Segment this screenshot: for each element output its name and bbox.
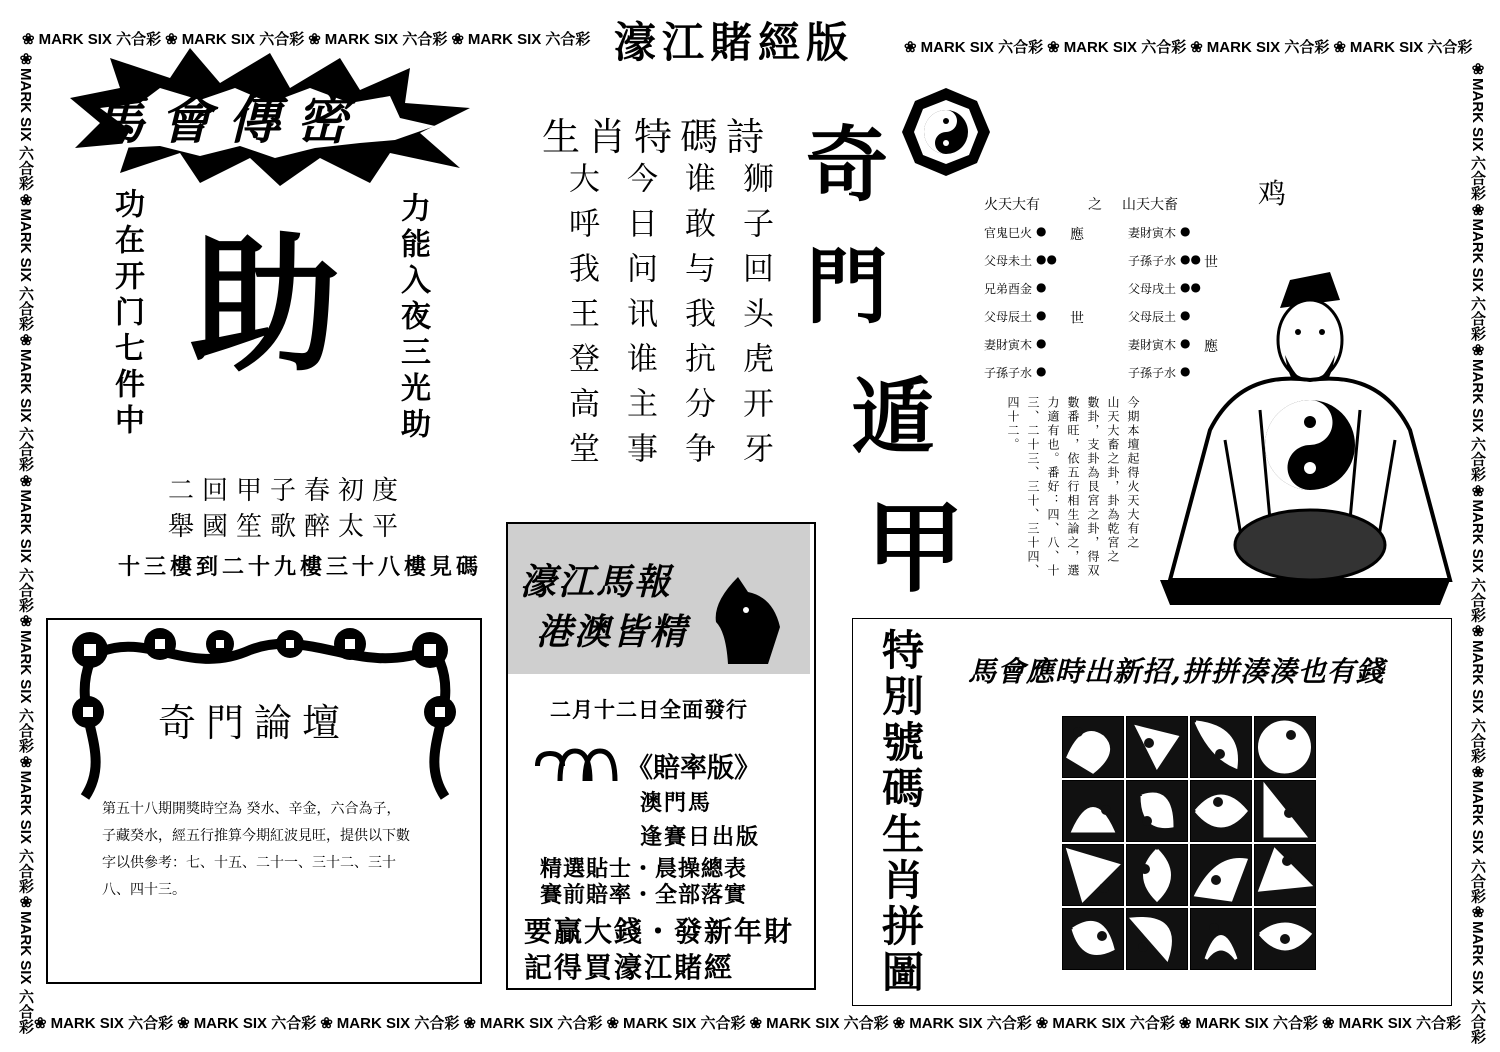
puzzle-tile[interactable] — [1062, 716, 1124, 778]
puzzle-tile[interactable] — [1062, 844, 1124, 906]
hexagram-mark: 應 — [1070, 227, 1084, 243]
hexagram-dots: ●● — [1036, 252, 1057, 266]
flower-icon: ❀ — [606, 1015, 620, 1032]
flower-icon: ❀ — [1469, 622, 1486, 641]
lottery-name-text: 六合彩 — [128, 1015, 174, 1032]
flower-icon: ❀ — [1469, 762, 1486, 781]
horse-paper-edition: 《賠率版》 — [626, 753, 761, 784]
mark-six-text: MARK SIX — [324, 31, 403, 48]
lottery-name-text: 六合彩 — [17, 286, 34, 332]
hexagram-note-column: 今期本壇起得火天大有之 — [1126, 396, 1140, 550]
mark-six-text: MARK SIX — [181, 31, 260, 48]
lottery-name-text: 六合彩 — [17, 988, 34, 1034]
mark-six-text: MARK SIX — [1469, 640, 1486, 718]
flower-icon: ❀ — [463, 1015, 476, 1032]
lottery-name-text: 六合彩 — [1427, 39, 1473, 56]
mark-six-text: MARK SIX — [17, 911, 34, 989]
flower-icon: ❀ — [34, 1015, 47, 1032]
hexagram-line: 妻財寅木 — [984, 338, 1033, 352]
hexagram-note-column: 四十二。 — [1006, 396, 1020, 452]
hexagram-line: 父母辰土 — [984, 310, 1033, 324]
mark-six-text: MARK SIX — [467, 31, 546, 48]
mark-six-text: MARK SIX — [920, 39, 999, 56]
hexagram-line: 父母戌土 — [1128, 282, 1177, 296]
mark-six-text: MARK SIX — [1469, 780, 1486, 859]
lottery-name-text: 六合彩 — [17, 426, 34, 472]
hexagram-line: 父母未土 — [984, 254, 1033, 268]
puzzle-tile[interactable] — [1062, 780, 1124, 842]
page-title: 濠江賭經版 — [606, 10, 862, 70]
horse-paper-title2: 港澳皆精 — [536, 611, 689, 653]
hexagram-line: 妻財寅木 — [1128, 226, 1177, 240]
hexagram-dots: ● — [1180, 336, 1191, 350]
hexagram-dots: ● — [1036, 336, 1047, 350]
hexagram-dots: ● — [1036, 308, 1047, 322]
puzzle-tile[interactable] — [1254, 780, 1316, 842]
right-border — [1466, 60, 1490, 1044]
hexagram-title-mid: 之 — [1088, 197, 1102, 213]
flower-icon: ❀ — [904, 39, 917, 56]
puzzle-tile[interactable] — [1126, 716, 1188, 778]
puzzle-tile[interactable] — [1254, 908, 1316, 970]
mark-six-text: MARK SIX — [17, 489, 34, 568]
mark-six-text: MARK SIX — [1469, 218, 1486, 297]
hexagram-dots: ● — [1180, 308, 1191, 322]
puzzle-tile[interactable] — [1126, 908, 1188, 970]
flower-icon: ❀ — [1469, 200, 1486, 219]
poem-column-3: 今日问讯谁主事 — [621, 162, 657, 477]
flower-icon: ❀ — [1469, 341, 1486, 360]
flower-icon: ❀ — [17, 612, 34, 631]
flower-icon: ❀ — [17, 190, 34, 209]
hexagram-dots: ● — [1180, 364, 1191, 378]
mahui-left-column: 功在开门七件中 — [109, 188, 144, 440]
lottery-name-text: 六合彩 — [1469, 155, 1486, 201]
lottery-name-text: 六合彩 — [414, 1015, 460, 1032]
hexagram-dots: ● — [1036, 224, 1047, 238]
hexagram-dots: ● — [1180, 224, 1191, 238]
mahui-big-char: 助 — [190, 217, 341, 393]
hexagram-title-right: 山天大畜 — [1122, 197, 1178, 213]
horse-paper-slogan1: 要贏大錢・發新年財 — [524, 915, 795, 948]
puzzle-headline: 馬會應時出新招,拼拼湊湊也有錢 — [968, 655, 1385, 688]
flower-icon: ❀ — [17, 331, 34, 350]
flower-icon: ❀ — [17, 752, 34, 771]
lottery-name-text: 六合彩 — [17, 707, 34, 753]
puzzle-tile[interactable] — [1190, 716, 1252, 778]
mark-six-text: MARK SIX — [193, 1015, 272, 1032]
mahui-line3: 十三樓到二十九樓三十八樓見碼 — [118, 554, 483, 580]
bottom-border — [30, 1012, 1480, 1034]
mark-six-text: MARK SIX — [766, 1015, 844, 1032]
flower-icon: ❀ — [1178, 1015, 1192, 1032]
hexagram-line: 妻財寅木 — [1128, 338, 1177, 352]
lottery-name-text: 六合彩 — [1416, 1015, 1462, 1032]
hexagram-note-column: 數卦，支卦為艮宮之卦，得双 — [1086, 396, 1100, 578]
horse-paper-line4: 賽前賠率・全部落實 — [540, 883, 748, 908]
mark-six-text: MARK SIX — [623, 1015, 701, 1032]
flower-icon: ❀ — [1047, 39, 1060, 56]
hexagram-mark: 世 — [1204, 255, 1218, 271]
flower-icon: ❀ — [17, 471, 34, 490]
lottery-name-text: 六合彩 — [545, 31, 591, 48]
mark-six-text: MARK SIX — [17, 770, 34, 849]
lottery-name-text: 六合彩 — [17, 567, 34, 613]
horse-head-icon — [708, 572, 788, 668]
mark-six-text: MARK SIX — [1469, 921, 1486, 999]
top-border-left — [18, 28, 598, 50]
puzzle-tile[interactable] — [1062, 908, 1124, 970]
hexagram-dots: ● — [1036, 364, 1047, 378]
lottery-name-text: 六合彩 — [1469, 296, 1486, 342]
hexagram-dots: ●● — [1180, 280, 1201, 294]
lottery-name-text: 六合彩 — [1129, 1015, 1175, 1032]
horse-paper-line1: 澳門馬 — [640, 791, 713, 816]
mark-six-text: MARK SIX — [336, 1015, 415, 1032]
mark-six-text: MARK SIX — [1469, 359, 1486, 437]
flower-icon: ❀ — [1469, 481, 1486, 500]
flower-icon: ❀ — [17, 50, 34, 68]
lottery-name-text: 六合彩 — [557, 1015, 603, 1032]
flower-icon: ❀ — [749, 1015, 763, 1032]
puzzle-tile[interactable] — [1190, 844, 1252, 906]
puzzle-side-title: 特別號碼生肖拼圖 — [870, 628, 930, 996]
mark-six-text: MARK SIX — [17, 68, 34, 146]
mahui-line2: 舉國笙歌醉太平 — [168, 512, 407, 542]
lottery-name-text: 六合彩 — [1272, 1015, 1318, 1032]
hexagram-line: 父母辰土 — [1128, 310, 1177, 324]
mark-six-text: MARK SIX — [1338, 1015, 1417, 1032]
lottery-name-text: 六合彩 — [998, 39, 1044, 56]
lottery-name-text: 六合彩 — [1469, 717, 1486, 763]
forum-body: 第五十八期開獎時空為 癸水、辛金，六合為子，子藏癸水，經五行推算今期紅波見旺，提供以下數字以供參考：七、十五、二十一、三十二、三十八、四十三。 — [102, 801, 410, 898]
flower-icon: ❀ — [1469, 60, 1486, 78]
qimen-char-4: 甲 — [866, 491, 965, 606]
mark-six-text: MARK SIX — [17, 349, 34, 427]
flower-icon: ❀ — [1469, 903, 1486, 922]
bagua-icon — [900, 86, 992, 178]
hexagram-mark: 世 — [1070, 311, 1084, 327]
flower-icon: ❀ — [165, 31, 178, 48]
horseshoe-icon — [530, 746, 620, 786]
puzzle-tile[interactable] — [1190, 780, 1252, 842]
hexagram-title-left: 火天大有 — [984, 197, 1040, 213]
flower-icon: ❀ — [1333, 39, 1346, 56]
hexagram-note-column: 三、二十三、三十、三十四、 — [1026, 396, 1040, 578]
hexagram-line: 子孫子水 — [1128, 254, 1177, 268]
puzzle-tile[interactable] — [1190, 908, 1252, 970]
puzzle-tile[interactable] — [1126, 844, 1188, 906]
hexagram-dots: ●● — [1180, 252, 1201, 266]
mark-six-text: MARK SIX — [38, 31, 117, 48]
mark-six-text: MARK SIX — [1063, 39, 1142, 56]
mark-six-text: MARK SIX — [1469, 78, 1486, 156]
hexagram-mark: 應 — [1204, 339, 1218, 355]
lottery-name-text: 六合彩 — [1469, 998, 1486, 1044]
sage-figure-illustration — [1150, 260, 1460, 610]
poem-column-1: 狮子回头虎开牙 — [737, 162, 773, 477]
flower-icon: ❀ — [1035, 1015, 1049, 1032]
puzzle-tile[interactable] — [1254, 716, 1316, 778]
flower-icon: ❀ — [22, 31, 35, 48]
lottery-name-text: 六合彩 — [259, 31, 305, 48]
lottery-name-text: 六合彩 — [1284, 39, 1330, 56]
lottery-name-text: 六合彩 — [986, 1015, 1032, 1032]
lottery-name-text: 六合彩 — [843, 1015, 889, 1032]
lottery-name-text: 六合彩 — [1469, 577, 1486, 623]
poem-column-2: 谁敢与我抗分争 — [679, 162, 715, 477]
lottery-name-text: 六合彩 — [17, 848, 34, 894]
puzzle-tile[interactable] — [1126, 780, 1188, 842]
poem-title: 生肖特碼詩 — [542, 115, 773, 159]
mark-six-text: MARK SIX — [1469, 499, 1486, 578]
hexagram-line: 官鬼巳火 — [984, 226, 1033, 240]
lottery-name-text: 六合彩 — [271, 1015, 317, 1032]
forum-title: 奇門論壇 — [158, 701, 351, 745]
mark-six-text: MARK SIX — [17, 630, 34, 708]
mark-six-text: MARK SIX — [1206, 39, 1285, 56]
mark-six-text: MARK SIX — [17, 208, 34, 287]
left-border — [14, 50, 38, 1034]
hexagram-note-column: 山天大畜之卦，卦為乾宮之 — [1106, 396, 1120, 564]
lottery-name-text: 六合彩 — [402, 31, 448, 48]
flower-icon: ❀ — [320, 1015, 333, 1032]
lottery-name-text: 六合彩 — [1469, 858, 1486, 904]
lottery-name-text: 六合彩 — [17, 145, 34, 191]
lottery-name-text: 六合彩 — [116, 31, 162, 48]
horse-paper-slogan2: 記得買濠江賭經 — [524, 951, 735, 984]
mark-six-text: MARK SIX — [50, 1015, 129, 1032]
puzzle-tile[interactable] — [1254, 844, 1316, 906]
poem-column-4: 大呼我王登高堂 — [563, 162, 599, 477]
mark-six-text: MARK SIX — [479, 1015, 558, 1032]
hexagram-animal: 鸡 — [1258, 177, 1287, 210]
flower-icon: ❀ — [1321, 1015, 1335, 1032]
hexagram-line: 兄弟酉金 — [984, 282, 1033, 296]
qimen-char-1: 奇 — [806, 117, 889, 213]
horse-paper-line2: 逢賽日出版 — [640, 825, 761, 850]
hexagram-line: 子孫子水 — [984, 366, 1033, 380]
top-border-right — [900, 36, 1490, 58]
horse-paper-issue: 二月十二日全面發行 — [550, 698, 748, 722]
qimen-char-3: 遁 — [852, 369, 935, 465]
lottery-name-text: 六合彩 — [1469, 436, 1486, 482]
hexagram-note-column: 力適有也。番好：四、八、十 — [1046, 396, 1060, 578]
flower-icon: ❀ — [17, 893, 34, 912]
flower-icon: ❀ — [308, 31, 321, 48]
mahui-right-column: 力能入夜三光助 — [395, 192, 430, 444]
mark-six-text: MARK SIX — [909, 1015, 987, 1032]
mark-six-text: MARK SIX — [1349, 39, 1428, 56]
flower-icon: ❀ — [177, 1015, 190, 1032]
hexagram-note-column: 數番旺，依五行相生論之，選 — [1066, 396, 1080, 578]
lottery-name-text: 六合彩 — [700, 1015, 746, 1032]
mark-six-text: MARK SIX — [1195, 1015, 1273, 1032]
flower-icon: ❀ — [1190, 39, 1203, 56]
qimen-char-2: 門 — [806, 239, 889, 335]
horse-paper-line3: 精選貼士・晨操總表 — [540, 857, 748, 882]
mahui-title: 馬會傳密 — [92, 90, 365, 151]
hexagram-line: 子孫子水 — [1128, 366, 1177, 380]
mahui-line1: 二回甲子春初度 — [168, 476, 407, 506]
flower-icon: ❀ — [892, 1015, 906, 1032]
mark-six-text: MARK SIX — [1052, 1015, 1130, 1032]
flower-icon: ❀ — [451, 31, 464, 48]
horse-paper-title1: 濠江馬報 — [520, 561, 673, 603]
hexagram-dots: ● — [1036, 280, 1047, 294]
lottery-name-text: 六合彩 — [1141, 39, 1187, 56]
